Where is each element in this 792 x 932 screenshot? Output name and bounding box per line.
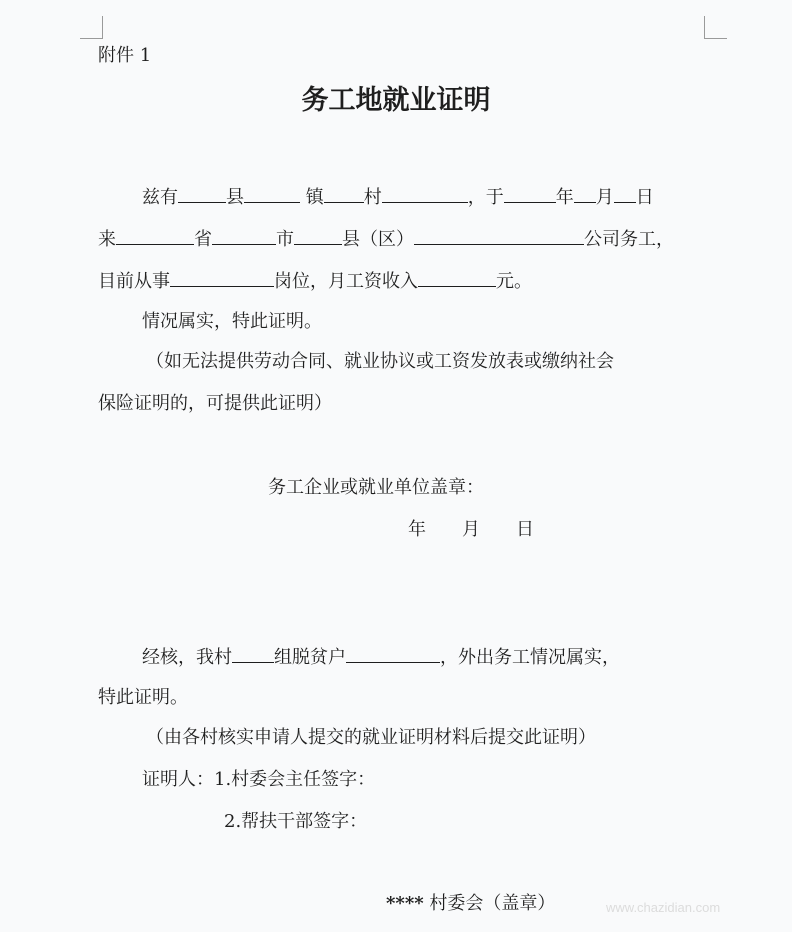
stamp-date-year: 年 (408, 519, 426, 540)
text-yu: ，于 (467, 187, 504, 208)
body-line-1 (142, 184, 654, 210)
position-blank[interactable] (170, 268, 274, 287)
text-county: 县 (226, 187, 244, 208)
signer-village-director: 证明人：1.村委会主任签字： (142, 769, 376, 790)
text-town: 镇 (305, 187, 324, 208)
attachment-label: 附件 1 (98, 45, 152, 66)
town-blank[interactable] (244, 184, 300, 203)
stamp-date (408, 518, 534, 542)
text-village: 村 (363, 187, 382, 208)
verify-note: （由各村核实申请人提交的就业证明材料后提交此证明） (146, 727, 596, 748)
text-work-true: ，外出务工情况属实， (440, 647, 620, 668)
body-line-2 (98, 226, 674, 252)
stamp-date-day: 日 (516, 519, 534, 540)
body-note-line-2: 保险证明的，可提供此证明） (98, 393, 332, 414)
text-group-household: 组脱贫户 (274, 647, 346, 668)
income-blank[interactable] (418, 268, 496, 287)
text-lai: 来 (98, 229, 116, 250)
county-blank[interactable] (178, 184, 226, 203)
text-city: 市 (276, 229, 294, 250)
document-title: 务工地就业证明 (301, 85, 491, 116)
verify-line-2: 特此证明。 (98, 687, 188, 708)
village-seal (386, 892, 555, 916)
text-province: 省 (194, 229, 212, 250)
text-monthly-income: 岗位，月工资收入 (274, 271, 418, 292)
text-current-job: 目前从事 (98, 271, 170, 292)
text-year: 年 (555, 187, 574, 208)
district-blank[interactable] (294, 226, 342, 245)
text-day: 日 (635, 187, 654, 208)
crop-mark-top-left (80, 16, 103, 39)
province-blank[interactable] (116, 226, 194, 245)
text-zi-you: 兹有 (142, 187, 178, 208)
year-blank[interactable] (504, 184, 556, 203)
name-blank[interactable] (382, 184, 468, 203)
text-month: 月 (595, 187, 614, 208)
signer-cadre: 2.帮扶干部签字： (224, 811, 368, 832)
stamp-date-month: 月 (462, 519, 480, 540)
text-company-work: 公司务工， (584, 229, 674, 250)
watermark: www.chazidian.com (606, 900, 721, 915)
household-name-blank[interactable] (346, 644, 440, 663)
month-blank[interactable] (574, 184, 596, 203)
verify-line-1 (142, 644, 620, 670)
text-district: 县（区） (342, 229, 414, 250)
body-note-line-1: （如无法提供劳动合同、就业协议或工资发放表或缴纳社会 (146, 351, 614, 372)
body-line-4: 情况属实，特此证明。 (142, 311, 322, 332)
day-blank[interactable] (614, 184, 636, 203)
text-yuan: 元。 (496, 271, 532, 292)
crop-mark-top-right (704, 16, 727, 39)
text-verified: 经核，我村 (142, 647, 232, 668)
city-blank[interactable] (212, 226, 276, 245)
employer-stamp-label: 务工企业或就业单位盖章： (268, 477, 484, 498)
company-blank[interactable] (414, 226, 584, 245)
seal-stars: **** (386, 893, 424, 914)
seal-text: 村委会（盖章） (429, 893, 556, 914)
body-line-3 (98, 268, 532, 294)
group-blank[interactable] (232, 644, 274, 663)
village-blank[interactable] (324, 184, 364, 203)
